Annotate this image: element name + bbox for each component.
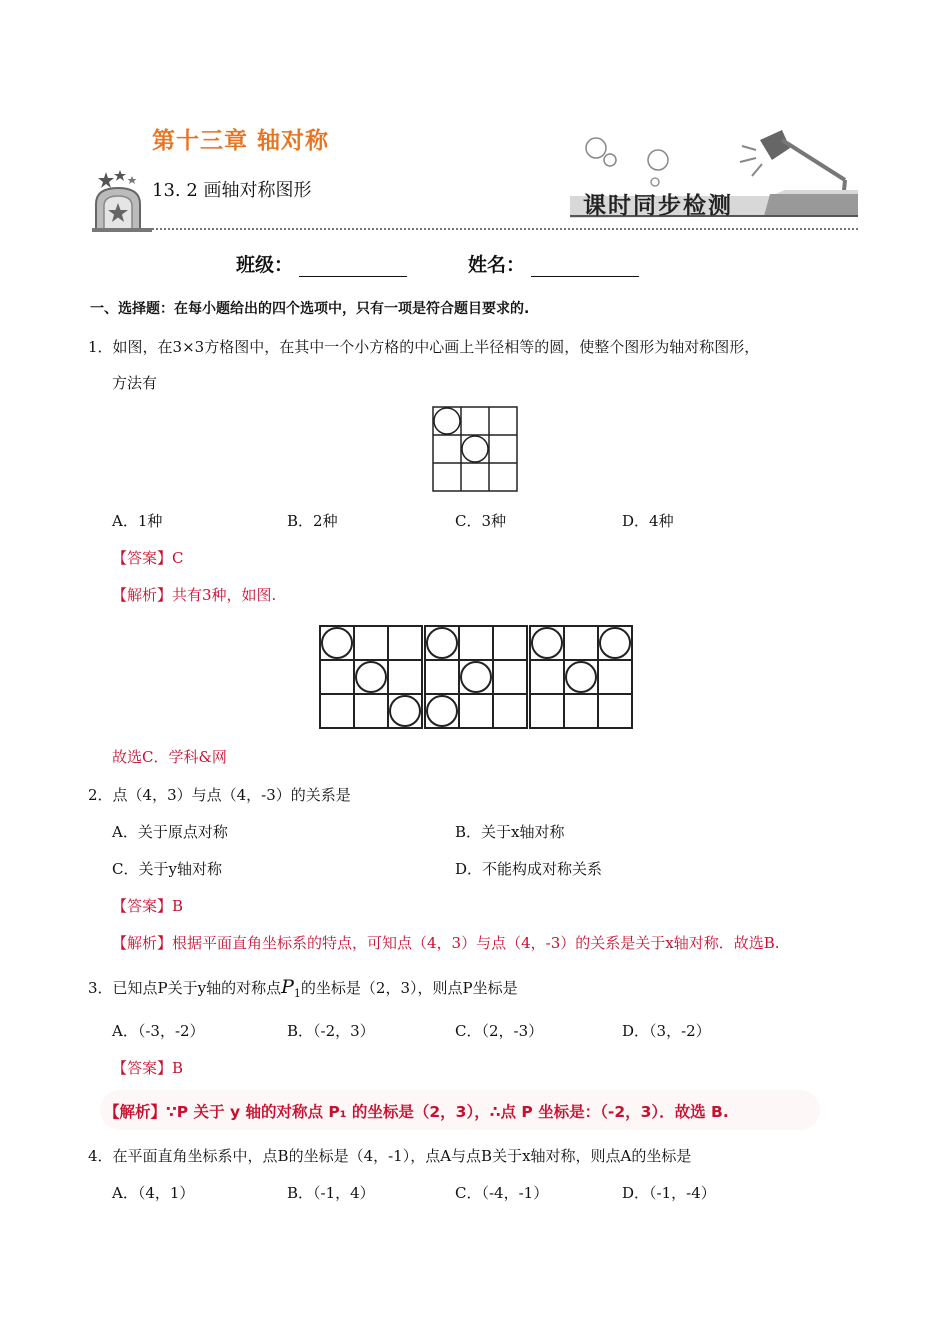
q4-option-d[interactable]: D．（-1，-4） bbox=[622, 1184, 716, 1202]
banner-title: 课时同步检测 bbox=[583, 192, 733, 219]
q1-option-c[interactable]: C．3种 bbox=[455, 512, 507, 530]
q1-conclusion: 故选C．学科&网 bbox=[112, 748, 227, 766]
q1-grid-figure bbox=[432, 406, 518, 496]
question-2: 2．点（4，3）与点（4，-3）的关系是 bbox=[88, 786, 351, 804]
q1-solution-figure bbox=[316, 624, 636, 740]
q1-option-a[interactable]: A．1种 bbox=[112, 512, 163, 530]
class-field[interactable] bbox=[236, 250, 407, 277]
q3-analysis: 【解析】∵P 关于 y 轴的对称点 P₁ 的坐标是（2，3），∴点 P 坐标是：（-2，3）．故选 B. bbox=[104, 1103, 729, 1121]
q3-option-a[interactable]: A．（-3，-2） bbox=[112, 1022, 205, 1040]
question-3: 3．已知点P关于y轴的对称点$P_1$的坐标是（2，3），则点P坐标是 bbox=[88, 976, 518, 1000]
q1-answer: 【答案】C bbox=[112, 549, 184, 567]
q3-answer: 【答案】B bbox=[112, 1059, 184, 1077]
section-title: 13. 2 画轴对称图形 bbox=[152, 180, 312, 201]
q2-option-b[interactable]: B．关于x轴对称 bbox=[455, 823, 565, 841]
q2-option-a[interactable]: A．关于原点对称 bbox=[112, 823, 228, 841]
chapter-title: 第十三章 轴对称 bbox=[152, 128, 330, 154]
star-badge-icon bbox=[92, 170, 152, 236]
name-field[interactable] bbox=[468, 250, 639, 277]
q3-option-c[interactable]: C．（2，-3） bbox=[455, 1022, 544, 1040]
q4-option-b[interactable]: B．（-1，4） bbox=[287, 1184, 375, 1202]
name-label: 姓名： bbox=[468, 254, 526, 276]
q4-option-c[interactable]: C．（-4，-1） bbox=[455, 1184, 549, 1202]
q1-analysis: 【解析】共有3种，如图. bbox=[112, 586, 277, 604]
q2-option-d[interactable]: D．不能构成对称关系 bbox=[455, 860, 603, 878]
question-1: 1．如图，在3×3方格图中，在其中一个小方格的中心画上半径相等的圆，使整个图形为轴对称图形， bbox=[88, 338, 760, 356]
q2-analysis: 【解析】根据平面直角坐标系的特点，可知点（4，3）与点（4，-3）的关系是关于x轴对称．故选B. bbox=[112, 934, 780, 952]
q2-option-c[interactable]: C．关于y轴对称 bbox=[112, 860, 222, 878]
class-blank[interactable] bbox=[299, 258, 407, 277]
q3-option-b[interactable]: B．（-2，3） bbox=[287, 1022, 375, 1040]
q2-answer: 【答案】B bbox=[112, 897, 184, 915]
question-4: 4．在平面直角坐标系中，点B的坐标是（4，-1），点A与点B关于x轴对称，则点A的坐标是 bbox=[88, 1147, 692, 1165]
question-1-line2: 方法有 bbox=[112, 374, 158, 392]
class-label: 班级： bbox=[236, 254, 294, 276]
q1-option-b[interactable]: B．2种 bbox=[287, 512, 338, 530]
q4-option-a[interactable]: A．（4，1） bbox=[112, 1184, 195, 1202]
q3-option-d[interactable]: D．（3，-2） bbox=[622, 1022, 711, 1040]
q1-option-d[interactable]: D．4种 bbox=[622, 512, 674, 530]
header-divider bbox=[95, 228, 858, 230]
section-heading: 一、选择题：在每小题给出的四个选项中，只有一项是符合题目要求的. bbox=[90, 301, 530, 317]
name-blank[interactable] bbox=[531, 258, 639, 277]
